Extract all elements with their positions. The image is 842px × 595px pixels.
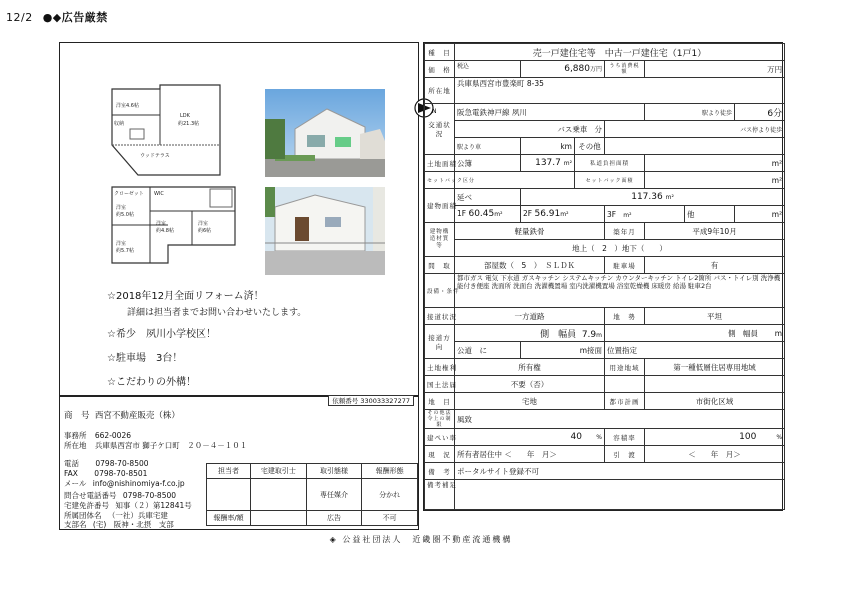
- price-note: 税込: [455, 61, 521, 78]
- ad-allowed: 不可: [362, 511, 418, 526]
- sqm-unit: m²: [735, 206, 785, 223]
- land-area-row: 137.7 m²: [521, 155, 575, 172]
- terrain: 平坦: [645, 308, 785, 325]
- walk-minutes: 6分: [735, 104, 785, 121]
- coverage: 40: [570, 432, 582, 442]
- label: 間 取: [425, 257, 455, 274]
- fax-row: FAX 0798-70-8501: [64, 469, 148, 478]
- feature-item: ☆希少 夙川小学校区！: [107, 329, 216, 340]
- svg-text:N: N: [432, 108, 437, 115]
- label: 交通状況: [425, 104, 455, 155]
- room-label: 洋室: [156, 221, 167, 227]
- notes-supplement: [455, 480, 785, 510]
- structure: 軽量鉄骨: [455, 223, 605, 240]
- label: [605, 376, 645, 393]
- label: 土地面積: [425, 155, 455, 172]
- other-limits: 風致: [455, 410, 785, 429]
- staff-cell: [207, 479, 251, 511]
- label: 地 目: [425, 393, 455, 410]
- exterior-photo-2: [265, 187, 385, 275]
- room-label: ウッドテラス: [140, 153, 170, 159]
- label: 備考補足: [425, 480, 455, 510]
- road2-row: 側 幅員 m: [605, 325, 785, 342]
- usage-zone: 第一種低層住居専用地域: [645, 359, 785, 376]
- present-row: 所有者居住中 ＜ 年 月＞: [455, 446, 605, 463]
- label: 都市計画: [605, 393, 645, 410]
- label: 接道状況: [425, 308, 455, 325]
- notes: ポータルサイト登録不可: [455, 463, 785, 480]
- photo-panel: [59, 42, 437, 396]
- label: 種 目: [425, 44, 455, 61]
- room-label: 洋室: [198, 221, 209, 227]
- label: 現 況: [425, 446, 455, 463]
- label: 駐車場: [605, 257, 645, 274]
- walk-label: 駅より徒歩: [645, 104, 735, 121]
- label: 設備・条件: [425, 274, 455, 308]
- total-label: 延べ: [455, 189, 521, 206]
- room-label: LDK: [180, 113, 190, 119]
- other-floor: 他: [685, 206, 735, 223]
- ad-ban-notice: ●◆広告厳禁: [42, 11, 108, 24]
- room-label: クローゼット: [114, 191, 144, 197]
- feature-item: ☆2018年12月全面リフォーム済！: [107, 291, 264, 302]
- floor-count: 地上（ 2 ）地下（ ）: [455, 240, 785, 257]
- floor-plan-lower-drawing: [110, 185, 240, 267]
- association-row: 所属団体名 （一社）兵庫宅建: [64, 511, 168, 520]
- house-photo-drawing: [265, 89, 385, 177]
- transaction-number: 依頼番号 330033327277: [328, 395, 414, 406]
- transaction-type: 専任媒介: [306, 479, 362, 511]
- staff-header: 報酬形態: [362, 464, 418, 479]
- label: 建物面積: [425, 189, 455, 223]
- floor-plan-upper-drawing: [110, 85, 228, 177]
- office-row: 事務所 662-0026: [64, 431, 131, 440]
- label: セットバック区分: [425, 172, 455, 189]
- coverage-row: 40 %: [455, 429, 605, 446]
- label: 接道方向: [425, 325, 455, 359]
- sqm-unit: m²: [645, 172, 785, 189]
- floor-plan-lower: [110, 185, 240, 267]
- public-road: 公道 に: [455, 342, 521, 359]
- company-name-row: 商 号 西宮不動産販売（株）: [64, 411, 180, 421]
- tel-row: 電話 0798-70-8500: [64, 459, 149, 468]
- land-kind: 公簿: [455, 155, 521, 172]
- blank-cell: [645, 376, 785, 393]
- present: 所有者居住中: [457, 449, 502, 459]
- handover-date: ＜ 年 月＞: [645, 446, 785, 463]
- road-width: 7.9: [581, 329, 597, 340]
- label: その他法令上の制限: [425, 410, 455, 429]
- label: 地 勢: [605, 308, 645, 325]
- staff-header: 宅建取引士: [251, 464, 307, 479]
- room-label: 洋室: [116, 205, 127, 211]
- road1-row: 側 幅員 7.9m: [455, 325, 605, 342]
- staff-cell: 広告: [306, 511, 362, 526]
- staff-header: 取引態様: [306, 464, 362, 479]
- label: 土地権利: [425, 359, 455, 376]
- house-front-drawing: [265, 187, 385, 275]
- label: 私道負担面積: [575, 155, 645, 172]
- branch-row: 支部名 (宅) 阪神・北摂 支部: [64, 520, 174, 529]
- page-number: 12/2: [6, 11, 33, 24]
- org-logo-icon: ◈: [329, 535, 338, 544]
- land-area: 137.7: [535, 158, 561, 168]
- room-label: 約5.0帖: [116, 212, 134, 218]
- company-name: 西宮不動産販売（株）: [94, 411, 180, 421]
- position-designation: 位置指定: [605, 342, 785, 359]
- floor2-area: 56.91: [534, 209, 561, 219]
- far: 100: [739, 432, 757, 442]
- floor-plan-upper: [110, 85, 228, 177]
- staff-cell: [251, 479, 307, 511]
- floor1-area: 60.45: [468, 209, 495, 219]
- page-header: [6, 9, 108, 25]
- city-plan: 市街化区域: [645, 393, 785, 410]
- room-label: 約21.3帖: [178, 121, 200, 127]
- label: 建物構造材質等: [425, 223, 455, 257]
- room-label: WIC: [154, 191, 164, 197]
- layout: 部屋数（ 5 ） ＳＬＤＫ: [455, 257, 605, 274]
- label: セットバック面積: [575, 172, 645, 189]
- contact-tel-row: 問合せ電話番号 0798-70-8500: [64, 491, 177, 500]
- land-category: 宅地: [455, 393, 605, 410]
- floor1-row: 1F 60.45m²: [455, 206, 521, 223]
- feature-note: 詳細は担当者までお問い合わせいたします。: [127, 308, 307, 318]
- nla: 不要（否）: [455, 376, 605, 393]
- location: 兵庫県西宮市豊楽町 8-35: [455, 78, 785, 104]
- bus-row: バス乗車 分: [455, 121, 605, 138]
- label: 価 格: [425, 61, 455, 78]
- tax-unit: 万円: [645, 61, 785, 78]
- label: 容積率: [605, 429, 645, 446]
- other-transport-value: [605, 138, 785, 155]
- floor3-row: 3F m²: [605, 206, 685, 223]
- staff-cell: [251, 511, 307, 526]
- property-type: 売一戸建住宅等 中古一戸建住宅（1戸1）: [455, 44, 785, 61]
- property-spec-table: [424, 43, 785, 510]
- far-row: 100 %: [645, 429, 785, 446]
- label: 用途地域: [605, 359, 645, 376]
- staff-cell: 報酬率/額: [207, 511, 251, 526]
- built-date: 平成9年10月: [645, 223, 785, 240]
- road: 一方道路: [455, 308, 605, 325]
- from-station: 駅より車: [455, 138, 521, 155]
- address-row: 所在地 兵庫県西宮市 獅子ケ口町 ２０－４－１０１: [64, 441, 248, 450]
- frontage: m接面: [521, 342, 605, 359]
- property-spec-panel: [423, 42, 783, 511]
- label: 備 考: [425, 463, 455, 480]
- mail-row: メール info@nishinomiya-f.co.jp: [64, 479, 185, 488]
- equipment: 都市ガス 電気 下水道 ガスキッチン システムキッチン カウンターキッチン トイレ2箇所 バス・トイレ別 洗浄機能付き便座 洗面所 洗面台 洗濯機置場 室内洗濯機置場 浴室乾燥機 床暖房 給湯 駐車2台: [455, 274, 785, 308]
- staff-header: 担当者: [207, 464, 251, 479]
- km-unit: km: [521, 138, 575, 155]
- land-right: 所有権: [455, 359, 605, 376]
- exterior-photo-1: [265, 89, 385, 177]
- feature-item: ☆こだわりの外構！: [107, 377, 196, 388]
- total-area: 117.36: [631, 192, 663, 202]
- organization-name: 公益社団法人 近畿圏不動産流通機構: [342, 535, 513, 544]
- room-label: 収納: [114, 121, 125, 127]
- staff-table: [206, 463, 418, 526]
- price-row: 6,880万円: [521, 61, 605, 78]
- room-label: 約4.8帖: [156, 228, 174, 234]
- room-label: 洋室4.6帖: [116, 103, 139, 109]
- room-label: 洋室: [116, 241, 127, 247]
- label: うち消費税額: [605, 61, 645, 78]
- fee-type: 分かれ: [362, 479, 418, 511]
- room-label: 約5.7帖: [116, 248, 134, 254]
- station: 阪急電鉄神戸線 夙川: [455, 104, 645, 121]
- footer: [0, 534, 842, 545]
- label: 建ぺい率: [425, 429, 455, 446]
- label: 築年月: [605, 223, 645, 240]
- sqm-unit: m²: [645, 155, 785, 172]
- total-area-row: 117.36 m²: [521, 189, 785, 206]
- feature-item: ☆駐車場 3台！: [107, 353, 183, 364]
- license-row: 宅建免許番号 知事（２）第12841号: [64, 501, 192, 510]
- company-box: [59, 396, 419, 530]
- label: 所在地: [425, 78, 455, 104]
- room-label: 約6帖: [198, 228, 212, 234]
- label: 引 渡: [605, 446, 645, 463]
- bus-stop-walk: バス停より徒歩: [605, 121, 785, 138]
- other-transport: その他: [575, 138, 605, 155]
- label: 国土法届: [425, 376, 455, 393]
- floor2-row: 2F 56.91m²: [521, 206, 605, 223]
- price: 6,880: [564, 64, 590, 74]
- parking: 有: [645, 257, 785, 274]
